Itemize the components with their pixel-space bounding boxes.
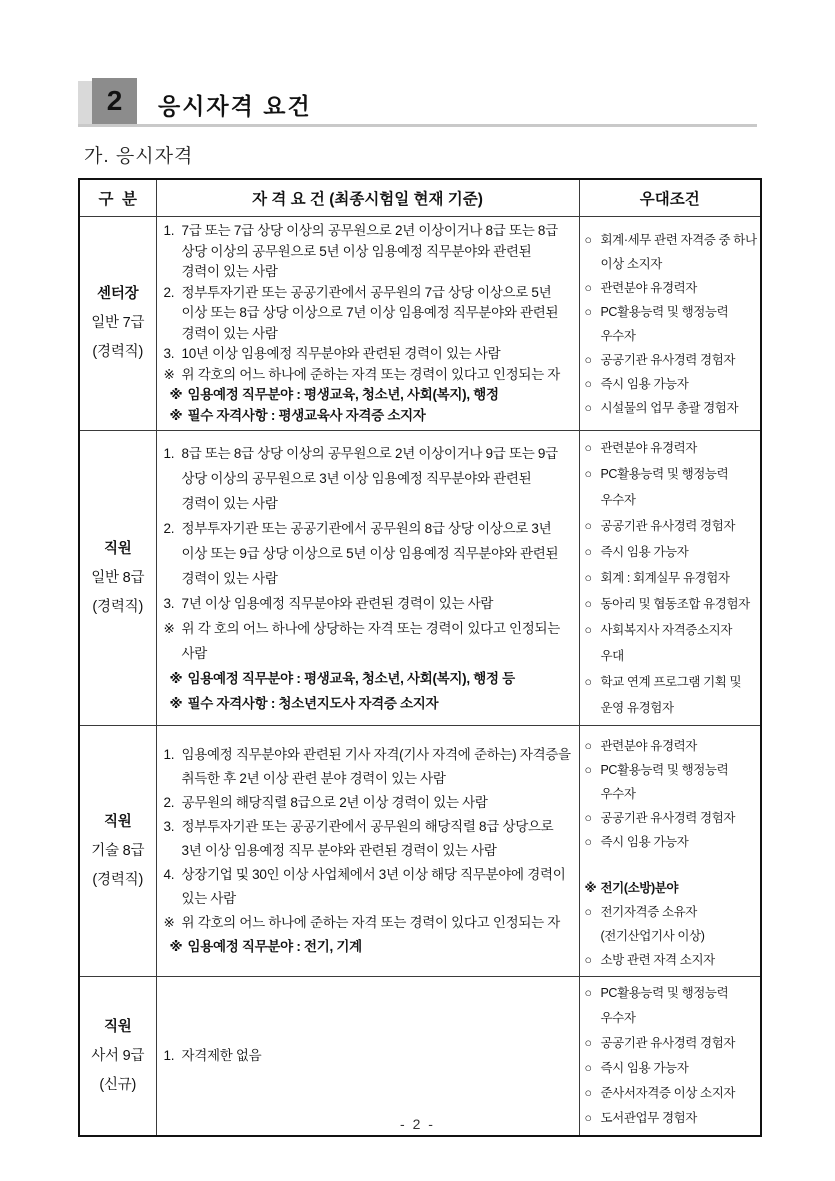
- item-text: 자격제한 없음: [181, 1047, 262, 1063]
- requirement-item: [164, 863, 573, 911]
- preferences-cell: [579, 726, 761, 977]
- preference-item: [585, 565, 758, 591]
- circle-bullet-icon: ○: [584, 545, 592, 559]
- item-text: 필수 자격사항 : 평생교육사 자격증 소지자: [187, 407, 426, 423]
- qualification-table: [78, 178, 762, 1137]
- circle-bullet-icon: ○: [584, 623, 592, 637]
- item-text: 회계 : 회계실무 유경험자: [600, 571, 730, 585]
- requirement-item: [164, 516, 573, 591]
- category-grade: 사서 9급: [91, 1047, 145, 1064]
- item-text: 7급 또는 7급 상당 이상의 공무원으로 2년 이상이거나 8급 또는 8급 상당 이상의 공무원으로 5년 이상 임용예정 직무분야와 관련된 경력이 있는 사람: [181, 223, 558, 279]
- category-type: (경력직): [92, 598, 144, 615]
- requirement-note: [164, 911, 573, 935]
- preference-item: [585, 435, 758, 461]
- requirement-note: [170, 935, 573, 959]
- circle-bullet-icon: ○: [584, 597, 592, 611]
- subsection-title: 가. 응시자격: [84, 146, 194, 167]
- item-marker: 2.: [163, 284, 175, 300]
- category-type: (경력직): [92, 871, 144, 888]
- item-text: 전기(소방)분야: [600, 881, 679, 895]
- preference-item: [585, 758, 758, 806]
- preference-item: [585, 948, 758, 972]
- item-text: 정부투자기관 또는 공공기관에서 공무원의 해당직렬 8급 상당으로 3년 이상 임용예정 직무 분야와 관련된 경력이 있는 사람: [181, 819, 554, 858]
- item-marker: ※: [169, 407, 183, 423]
- item-marker: ※: [584, 881, 597, 895]
- circle-bullet-icon: ○: [584, 571, 592, 585]
- preference-item: [585, 617, 758, 669]
- category-cell: [79, 977, 156, 1137]
- preference-item: [585, 900, 758, 924]
- table-row: [79, 726, 761, 977]
- category-title: 직원: [103, 813, 132, 830]
- item-text: 7년 이상 임용예정 직무분야와 관련된 경력이 있는 사람: [181, 595, 494, 611]
- item-text: 공공기관 유사경력 경험자: [600, 811, 736, 825]
- preferences-cell: [579, 431, 761, 726]
- requirement-note: [170, 385, 573, 406]
- category-grade: 일반 8급: [91, 569, 145, 586]
- circle-bullet-icon: ○: [584, 1036, 592, 1050]
- preferences-cell: [579, 217, 761, 431]
- preference-item: [585, 461, 758, 513]
- item-text: 위 각 호의 어느 하나에 상당하는 자격 또는 경력이 있다고 인정되는 사람: [181, 620, 561, 661]
- item-marker: 4.: [163, 867, 175, 882]
- item-text: PC활용능력 및 행정능력 우수자: [600, 986, 729, 1025]
- item-text: 준사서자격증 이상 소지자: [600, 1086, 736, 1100]
- section-number: 2: [106, 85, 123, 116]
- item-text: 관련분야 유경력자: [600, 739, 697, 753]
- item-text: 정부투자기관 또는 공공기관에서 공무원의 7급 상당 이상으로 5년 이상 또는 8급 상당 이상으로 7년 이상 임용예정 직무분야와 관련된 경력이 있는 사람: [181, 284, 559, 341]
- requirements-cell: [156, 726, 579, 977]
- item-text: 위 각호의 어느 하나에 준하는 자격 또는 경력이 있다고 인정되는 자: [181, 915, 561, 930]
- circle-bullet-icon: ○: [584, 905, 592, 919]
- item-text: 학교 연계 프로그램 기획 및 운영 유경험자: [600, 675, 742, 715]
- item-marker: ※: [169, 670, 183, 686]
- item-text: 8급 또는 8급 상당 이상의 공무원으로 2년 이상이거나 9급 또는 9급 상당 이상의 공무원으로 3년 이상 임용예정 직무분야와 관련된 경력이 있는 사람: [181, 445, 558, 511]
- circle-bullet-icon: ○: [584, 352, 592, 367]
- preference-item: [585, 591, 758, 617]
- preference-note: [585, 876, 758, 900]
- requirement-note: [164, 365, 573, 386]
- requirement-item: [164, 344, 573, 365]
- circle-bullet-icon: ○: [584, 519, 592, 533]
- item-text: 정부투자기관 또는 공공기관에서 공무원의 8급 상당 이상으로 3년 이상 또는 9급 상당 이상으로 5년 이상 임용예정 직무분야와 관련된 경력이 있는 사람: [181, 520, 559, 586]
- circle-bullet-icon: ○: [584, 835, 592, 849]
- category-title: 직원: [103, 540, 132, 557]
- item-marker: 2.: [163, 795, 175, 810]
- circle-bullet-icon: ○: [584, 376, 592, 391]
- item-text: PC활용능력 및 행정능력 우수자: [600, 304, 729, 343]
- item-marker: ※: [169, 695, 183, 711]
- item-text: 동아리 및 협동조합 유경험자: [600, 597, 750, 611]
- circle-bullet-icon: ○: [584, 232, 592, 247]
- item-text: 즉시 임용 가능자: [600, 835, 689, 849]
- header-cell-requirements: 자 격 요 건 (최종시험일 현재 기준): [156, 179, 579, 217]
- item-marker: ※: [169, 939, 183, 954]
- category-type: (경력직): [92, 344, 144, 360]
- requirement-item: [164, 791, 573, 815]
- category-grade: 기술 8급: [91, 842, 145, 859]
- preference-item: [585, 1081, 758, 1106]
- item-text: 즉시 임용 가능자: [600, 1061, 689, 1075]
- requirement-item: [164, 815, 573, 863]
- item-marker: ※: [163, 620, 175, 636]
- item-text: 회계·세무 관련 자격증 중 하나 이상 소지자: [600, 232, 757, 271]
- item-text: 공공기관 유사경력 경험자: [600, 519, 736, 533]
- item-text: 공공기관 유사경력 경험자: [600, 1036, 736, 1050]
- preferences-cell: [579, 977, 761, 1137]
- page-number: - 2 -: [400, 1116, 435, 1132]
- item-marker: 3.: [163, 346, 175, 361]
- preference-item: [585, 396, 758, 420]
- preference-item: [585, 513, 758, 539]
- circle-bullet-icon: ○: [584, 1061, 592, 1075]
- section-number-badge: [92, 78, 137, 124]
- requirement-note: [170, 406, 573, 427]
- preference-item: [585, 276, 758, 300]
- header-rule: [78, 124, 757, 127]
- table-row: [79, 217, 761, 431]
- item-text: 임용예정 직무분야와 관련된 기사 자격(기사 자격에 준하는) 자격증을 취득한 후 2년 이상 관련 분야 경력이 있는 사람: [181, 747, 571, 786]
- requirement-item: [164, 743, 573, 791]
- category-cell: [79, 217, 156, 431]
- item-text: PC활용능력 및 행정능력 우수자: [600, 467, 729, 507]
- category-grade: 일반 7급: [91, 315, 145, 331]
- item-text: 임용예정 직무분야 : 평생교육, 청소년, 사회(복지), 행정 등: [187, 670, 515, 686]
- item-marker: 3.: [163, 595, 175, 611]
- preference-item: [585, 348, 758, 372]
- preference-item: [585, 806, 758, 830]
- section-badge-strip: [78, 81, 92, 124]
- preference-item: [585, 1056, 758, 1081]
- requirements-cell: [156, 977, 579, 1137]
- requirement-item: [164, 283, 573, 345]
- preference-item: [585, 300, 758, 348]
- circle-bullet-icon: ○: [584, 675, 592, 689]
- item-text: 필수 자격사항 : 청소년지도사 자격증 소지자: [187, 695, 439, 711]
- item-text: 10년 이상 임용예정 직무분야와 관련된 경력이 있는 사람: [181, 346, 501, 361]
- item-text: 관련분야 유경력자: [600, 280, 697, 295]
- requirement-item: [164, 221, 573, 283]
- item-text: 공공기관 유사경력 경험자: [600, 352, 736, 367]
- item-text: (전기산업기사 이상): [600, 929, 705, 943]
- preference-item: [585, 669, 758, 721]
- table-row: [79, 977, 761, 1137]
- item-marker: ※: [163, 915, 175, 930]
- item-marker: 1.: [163, 223, 175, 238]
- circle-bullet-icon: ○: [584, 400, 592, 415]
- item-marker: 2.: [163, 520, 175, 536]
- circle-bullet-icon: ○: [584, 280, 592, 295]
- item-text: 사회복지사 자격증소지자 우대: [600, 623, 732, 663]
- category-title: 직원: [103, 1018, 132, 1035]
- requirements-cell: [156, 431, 579, 726]
- item-text: 위 각호의 어느 하나에 준하는 자격 또는 경력이 있다고 인정되는 자: [181, 366, 561, 382]
- item-marker: ※: [163, 366, 175, 382]
- item-marker: 1.: [163, 445, 175, 461]
- header-cell-category: 구 분: [79, 179, 156, 217]
- circle-bullet-icon: ○: [584, 986, 592, 1000]
- circle-bullet-icon: ○: [584, 1111, 592, 1125]
- item-text: 도서관업무 경험자: [600, 1111, 697, 1125]
- circle-bullet-icon: ○: [584, 467, 592, 481]
- preference-item: [585, 228, 758, 276]
- requirement-item: [164, 1046, 573, 1067]
- item-marker: 1.: [163, 1047, 175, 1063]
- circle-bullet-icon: ○: [584, 304, 592, 319]
- item-text: 공무원의 해당직렬 8급으로 2년 이상 경력이 있는 사람: [181, 795, 488, 810]
- item-text: 즉시 임용 가능자: [600, 545, 689, 559]
- preference-item: [585, 539, 758, 565]
- requirement-item: [164, 441, 573, 516]
- preference-item-continuation: [585, 924, 758, 948]
- item-text: 임용예정 직무분야 : 전기, 기계: [187, 939, 362, 954]
- preference-item: [585, 1031, 758, 1056]
- item-text: 전기자격증 소유자: [600, 905, 697, 919]
- section-title: 응시자격 요건: [158, 93, 312, 119]
- requirements-cell: [156, 217, 579, 431]
- item-text: 소방 관련 자격 소지자: [600, 953, 715, 967]
- requirement-item: [164, 591, 573, 616]
- item-text: 임용예정 직무분야 : 평생교육, 청소년, 사회(복지), 행정: [187, 387, 499, 402]
- preference-item: [585, 734, 758, 758]
- category-type: (신규): [99, 1076, 137, 1093]
- header-cell-preferences: 우대조건: [579, 179, 761, 217]
- preference-item: [585, 981, 758, 1031]
- preference-item: [585, 372, 758, 396]
- category-title: 센터장: [97, 286, 139, 302]
- requirement-note: [164, 616, 573, 666]
- item-marker: ※: [169, 387, 183, 402]
- requirement-note: [170, 691, 573, 716]
- item-text: PC활용능력 및 행정능력 우수자: [600, 763, 729, 801]
- requirement-note: [170, 666, 573, 691]
- circle-bullet-icon: ○: [584, 739, 592, 753]
- circle-bullet-icon: ○: [584, 763, 592, 777]
- table-row: [79, 431, 761, 726]
- item-marker: 1.: [163, 747, 175, 762]
- item-text: 상장기업 및 30인 이상 사업체에서 3년 이상 해당 직무분야에 경력이 있는 사람: [181, 867, 566, 906]
- category-cell: [79, 431, 156, 726]
- item-text: 시설물의 업무 총괄 경험자: [600, 400, 739, 415]
- category-cell: [79, 726, 156, 977]
- circle-bullet-icon: ○: [584, 1086, 592, 1100]
- circle-bullet-icon: ○: [584, 441, 592, 455]
- item-text: 관련분야 유경력자: [600, 441, 697, 455]
- circle-bullet-icon: ○: [584, 953, 592, 967]
- circle-bullet-icon: ○: [584, 811, 592, 825]
- item-text: 즉시 임용 가능자: [600, 376, 689, 391]
- item-marker: 3.: [163, 819, 175, 834]
- preference-item: [585, 830, 758, 854]
